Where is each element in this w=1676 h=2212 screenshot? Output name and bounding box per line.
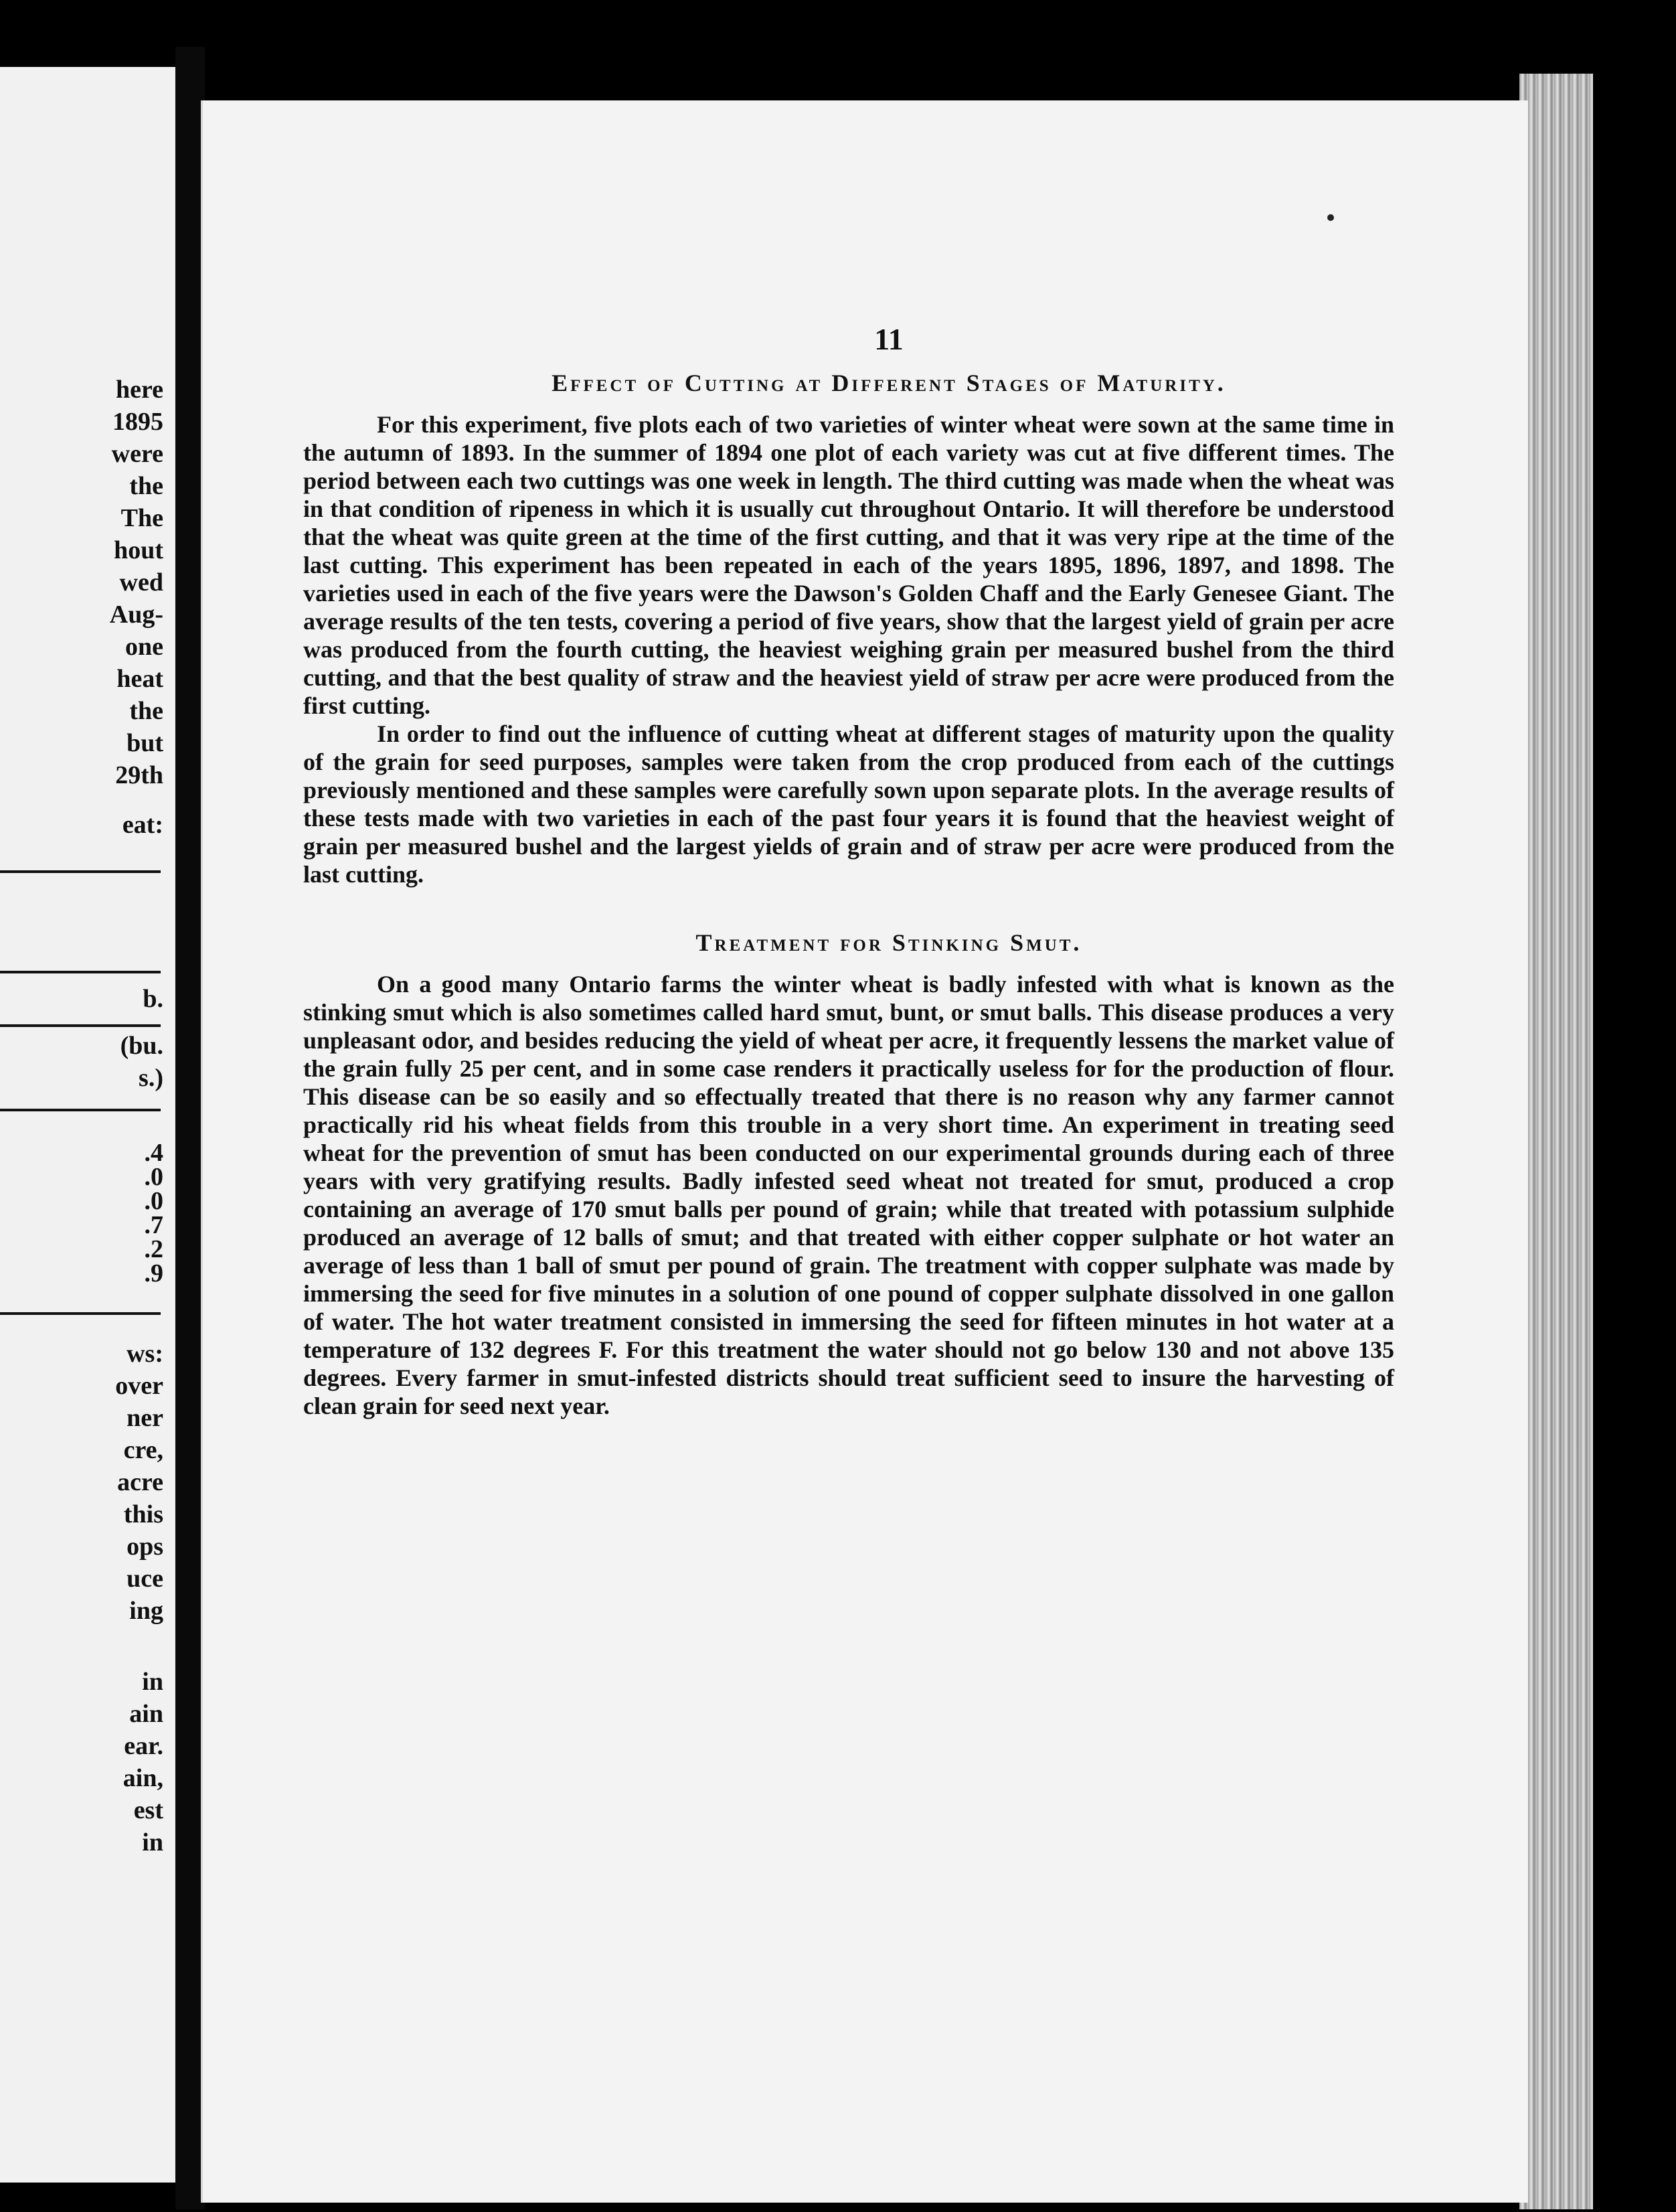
left-fragment: The [120,504,163,532]
left-fragment: here [115,376,163,404]
left-fragment: in [142,1668,163,1696]
left-fragment: (bu. [120,1032,163,1060]
paragraph: In order to find out the influence of cutting wheat at different stages of maturity upon the quality of the grain for seed purposes, samples were taken from the crop produced from each of the cuttings previously mentioned and these samples were carefully sown upon separate plots. In the average results of these tests made with two varieties in each of the past four years it is found that the heaviest weight of grain per measured bushel and the largest yields of grain and of straw per acre were produced from the last cutting. [303,720,1394,888]
page-number: 11 [874,322,904,356]
left-fragment: acre [117,1468,163,1496]
left-fragment: .9 [144,1259,163,1287]
left-fragment: eat: [122,811,163,839]
left-fragment: est [133,1796,163,1824]
left-fragment: ain [129,1700,163,1728]
ink-spot [1327,214,1334,221]
left-fragment: wed [119,568,163,597]
left-fragment: hout [114,536,163,564]
left-fragment: ing [129,1597,163,1625]
left-fragment: .7 [144,1211,163,1239]
left-fragment: but [127,729,163,757]
section-gap [303,888,1394,929]
left-fragment: heat [116,665,163,693]
page-content [303,321,1394,1420]
left-fragment: uce [127,1565,163,1593]
left-fragment: ops [127,1532,163,1561]
left-fragment: the [129,697,163,725]
paragraph: On a good many Ontario farms the winter wheat is badly infested with what is known as the stinking smut which is also sometimes called hard smut, bunt, or smut balls. This disease produces a very unpleasant odor, and besides reducing the yield of wheat per acre, it frequently lessens the market value of the grain fully 25 per cent, and in some case renders it practically useless for for the production of flour. This disease can be so easily and so effectually treated that there is no reason why any farmer cannot practically rid his wheat fields from this trouble in a very short time. An experiment in treating seed wheat for the prevention of smut has been conducted on our experimental grounds during each of three years with very gratifying results. Badly infested seed wheat not treated for smut, produced a crop containing an average of 170 smut balls per pound of grain; while that treated with potassium sulphide produced an average of 12 balls of smut; and that treated with either copper sulphate or hot water an average of less than 1 ball of smut per pound of grain. The treatment with copper sulphate was made by immersing the seed for five minutes in a solution of one pound of copper sulphate dissolved in one gallon of water. The hot water treatment consisted in immersing the seed for fifteen minutes in hot water at a temperature of 132 degrees F. For this treatment the water should not go below 130 and not above 135 degrees. Every farmer in smut-infested districts should treat sufficient seed to insure the harvesting of clean grain for seed next year. [303,971,1394,1419]
page-edges [1519,74,1597,2209]
table-rule [0,870,161,873]
table-rule [0,1109,161,1111]
book-page [201,100,1528,2203]
left-fragment: s.) [139,1064,163,1092]
left-fragment: ner [127,1404,163,1432]
left-fragment: Aug- [109,601,163,629]
left-fragment: ws: [127,1340,163,1368]
left-fragment: in [142,1828,163,1856]
left-fragment: .0 [144,1187,163,1215]
left-fragment: 1895 [112,408,163,436]
left-fragment: b. [143,985,163,1013]
left-fragment: .2 [144,1235,163,1263]
left-fragment: cre, [123,1436,163,1464]
left-fragment: over [115,1372,163,1400]
left-fragment: .0 [144,1163,163,1191]
paragraph: For this experiment, five plots each of two varieties of winter wheat were sown at the same time in the autumn of 1893. In the summer of 1894 one plot of each variety was cut at five different times. The period between each two cuttings was one week in length. The third cutting was made when the wheat was in that condition of ripeness in which it is usually cut throughout Ontario. It will therefore be understood that the wheat was quite green at the time of the first cutting, and that it was very ripe at the time of the last cutting. This experiment has been repeated in each of the years 1895, 1896, 1897, and 1898. The varieties used in each of the five years were the Dawson's Golden Chaff and the Early Genesee Giant. The average results of the ten tests, covering a period of five years, show that the largest yield of grain per acre was produced from the fourth cutting, the heaviest weighing grain per measured bushel from the third cutting, and that the best quality of straw and the heaviest yield of straw per acre were produced from the first cutting. [303,411,1394,719]
left-fragment: the [129,472,163,500]
left-fragment: ear. [124,1732,163,1760]
section-heading-maturity: Effect of Cutting at Different Stages of Maturity. [552,370,1226,396]
table-rule [0,971,161,973]
left-fragment: .4 [144,1139,163,1167]
section-heading-smut: Treatment for Stinking Smut. [695,929,1082,956]
left-fragment: this [123,1500,163,1528]
left-fragment: 29th [115,761,163,789]
left-fragment: were [111,440,163,468]
left-fragment: ain, [122,1764,163,1792]
left-fragment: one [125,633,163,661]
scan-border [1593,74,1676,2212]
table-rule [0,1312,161,1315]
previous-page-fragment [0,67,178,2183]
table-rule [0,1024,161,1027]
